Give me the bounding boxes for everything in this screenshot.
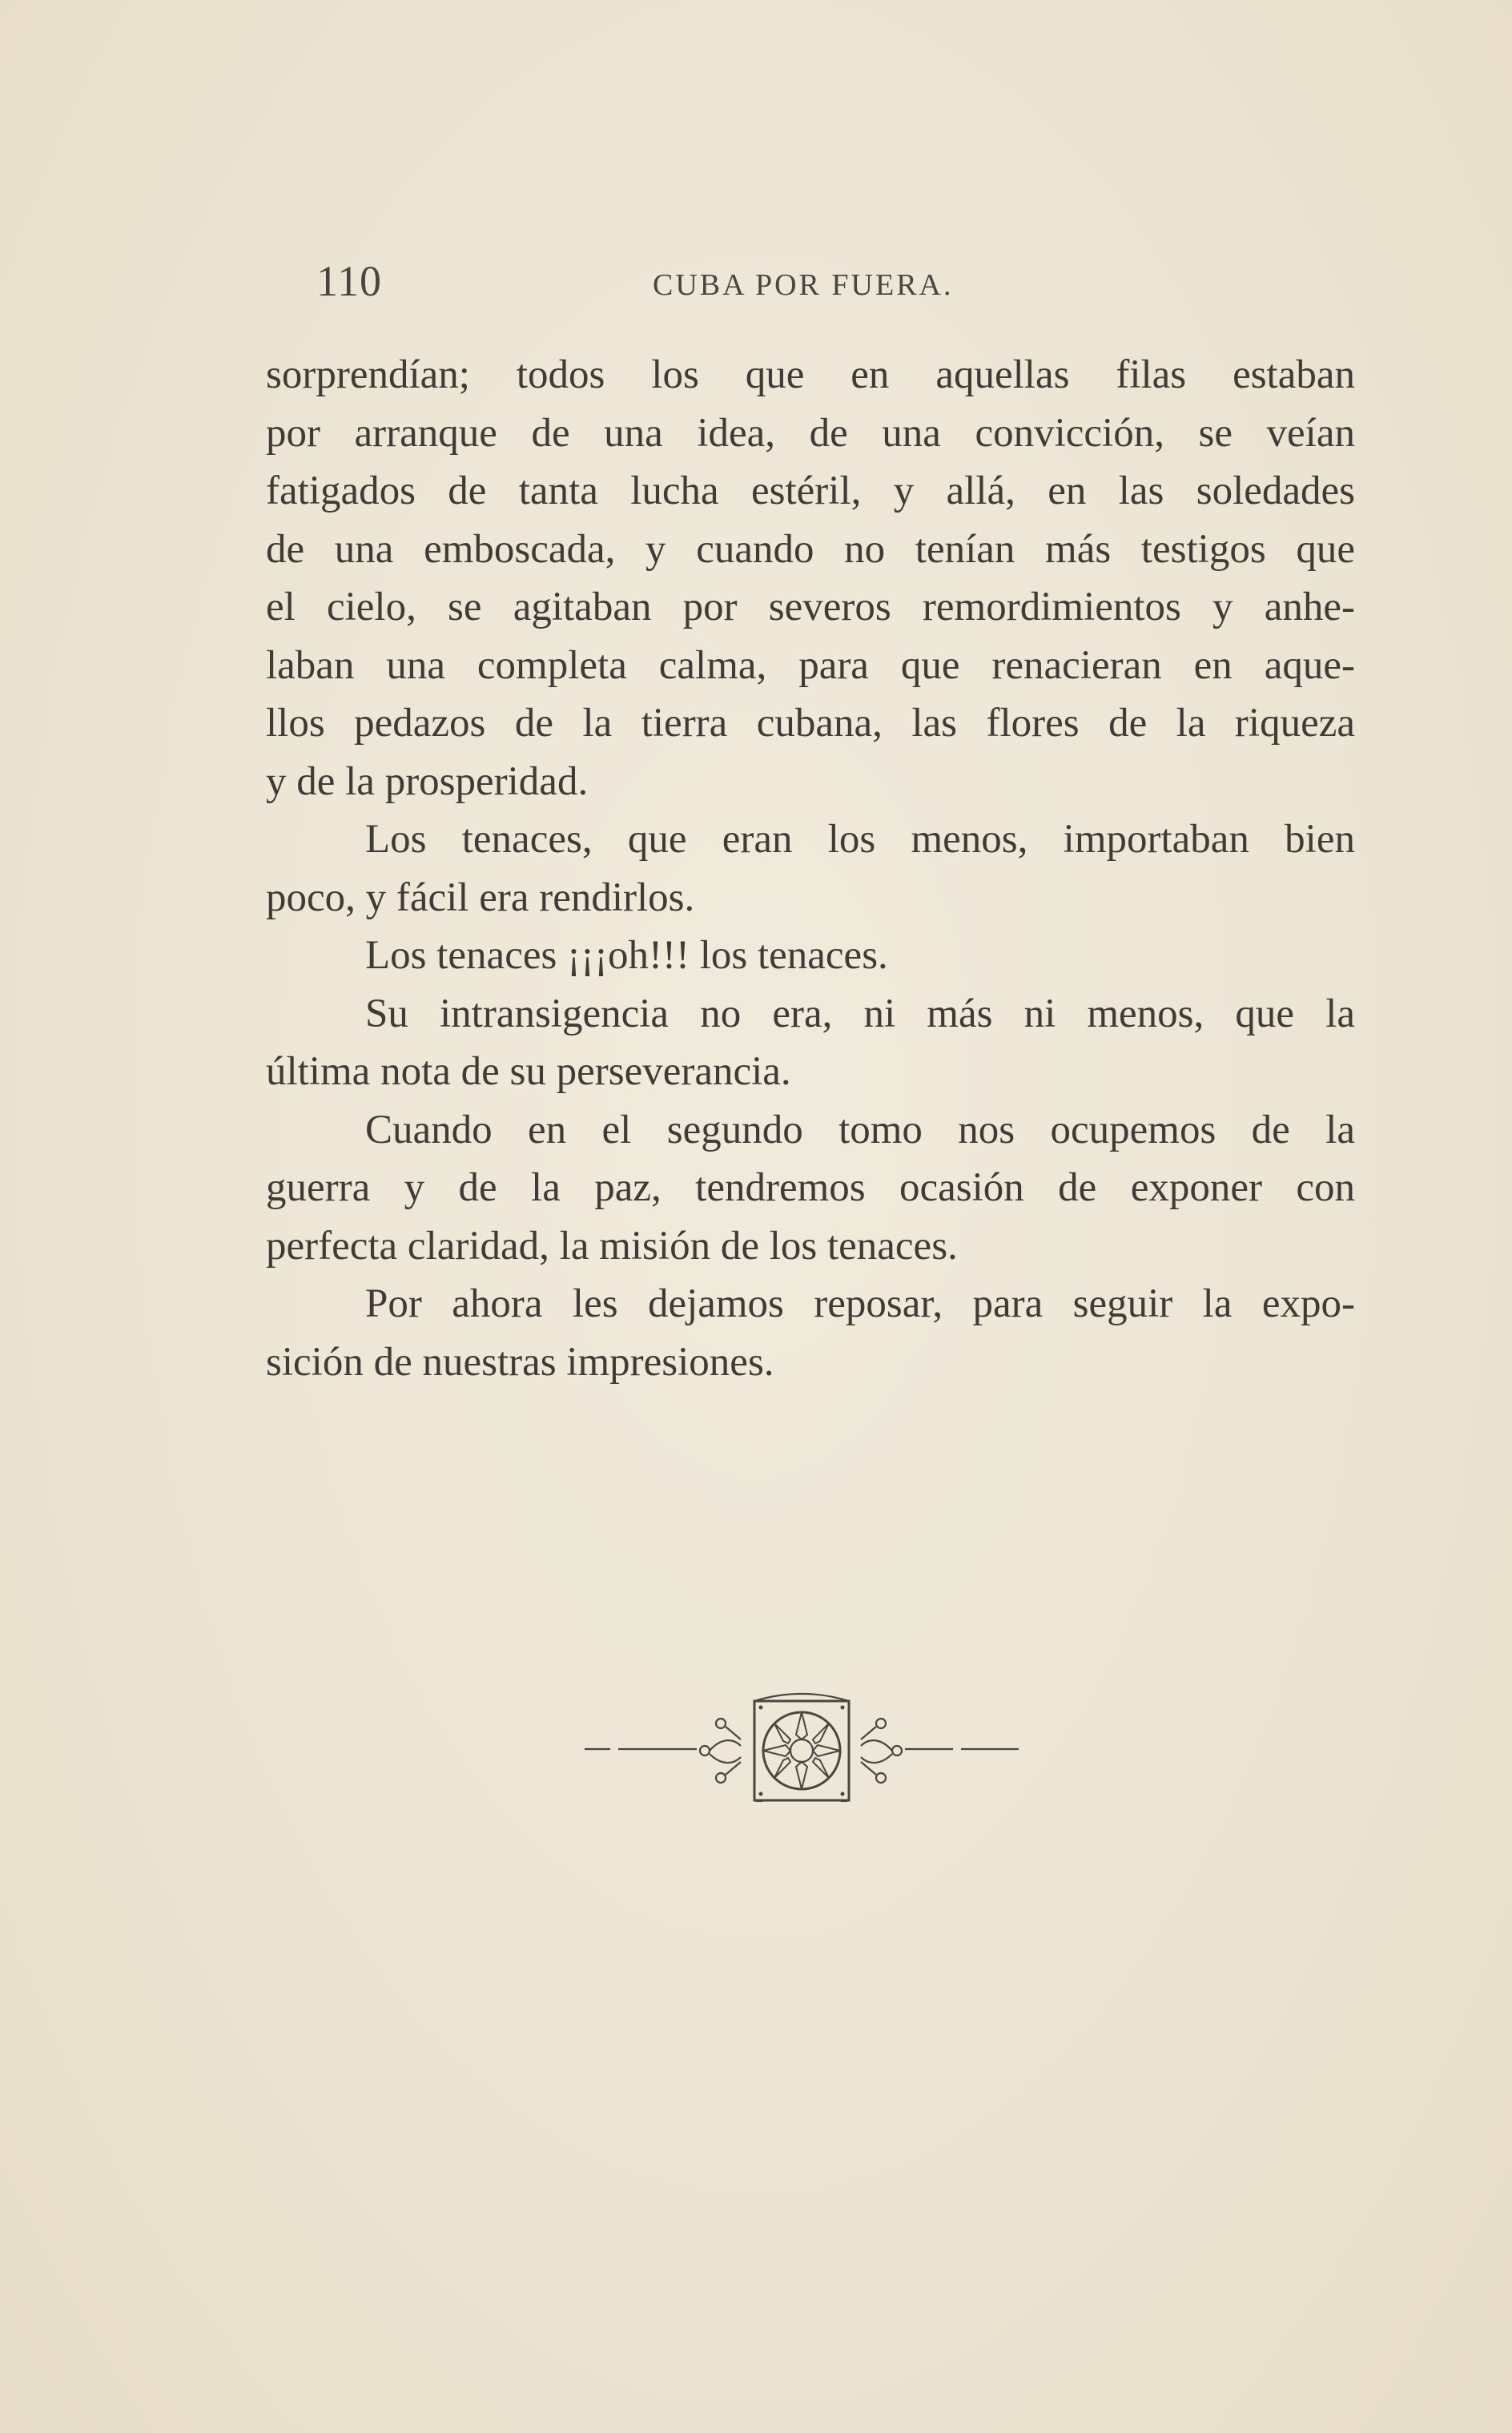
- text-line: guerra y de la paz, tendremos ocasión de exponer con: [266, 1165, 1355, 1210]
- text-line: Por ahora les dejamos reposar, para seguir la expo-: [365, 1281, 1355, 1326]
- decorative-tailpiece-icon: [577, 1690, 1025, 1802]
- text-line: Su intransigencia no era, ni más ni menos, que la: [365, 991, 1355, 1036]
- running-title: CUBA POR FUERA.: [653, 268, 954, 302]
- text-line: última nota de su perseverancia.: [266, 1049, 791, 1094]
- text-line: de una emboscada, y cuando no tenían más testigos que: [266, 526, 1355, 572]
- paragraph-4: [266, 985, 1355, 1101]
- text-line: el cielo, se agitaban por severos remordimientos y anhe-: [266, 585, 1355, 629]
- text-line: Los tenaces ¡¡¡oh!!! los tenaces.: [365, 933, 888, 978]
- text-line: sición de nuestras impresiones.: [266, 1339, 774, 1385]
- text-line: Los tenaces, que eran los menos, importaban bien: [365, 817, 1355, 862]
- text-line: llos pedazos de la tierra cubana, las flores de la riqueza: [266, 701, 1355, 746]
- text-line: por arranque de una idea, de una convicción, se veían: [266, 410, 1355, 456]
- text-line: y de la prosperidad.: [266, 758, 589, 804]
- page-header: [316, 240, 1357, 312]
- text-line: perfecta claridad, la misión de los tenaces.: [266, 1223, 958, 1269]
- paragraph-2: [266, 810, 1355, 927]
- text-line: Cuando en el segundo tomo nos ocupemos de la: [365, 1107, 1355, 1152]
- text-line: sorprendían; todos los que en aquellas filas estaban: [266, 352, 1355, 397]
- paragraph-1: [266, 346, 1355, 810]
- text-line: fatigados de tanta lucha estéril, y allá, en las soledades: [266, 469, 1355, 513]
- text-line: laban una completa calma, para que renacieran en aque-: [266, 642, 1355, 688]
- page-number: 110: [316, 257, 382, 305]
- paragraph-5: [266, 1101, 1355, 1276]
- paragraph-3: [266, 927, 1355, 985]
- paragraph-6: [266, 1275, 1355, 1391]
- text-line: poco, y fácil era rendirlos.: [266, 875, 695, 920]
- body-text: [266, 346, 1355, 1391]
